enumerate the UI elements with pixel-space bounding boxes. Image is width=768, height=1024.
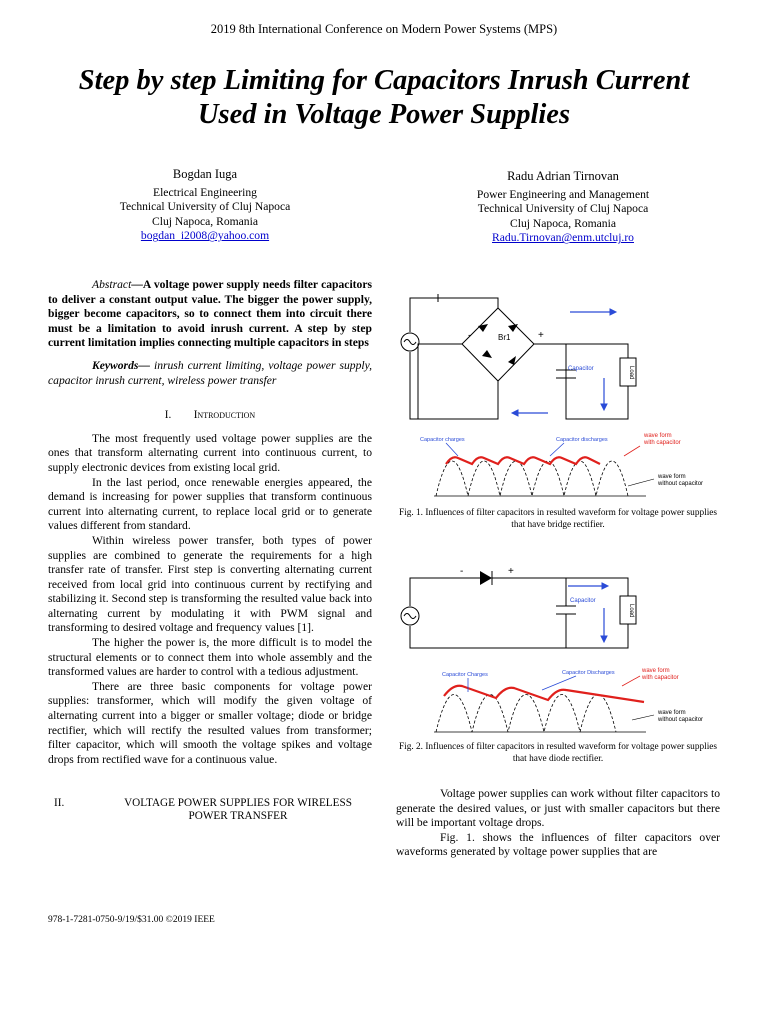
- fig2-capacitor-label: Capacitor: [570, 598, 596, 604]
- fig2-load-label: Load: [628, 604, 634, 618]
- author-2-city: Cluj Napoca, Romania: [510, 216, 616, 230]
- author-1-univ: Technical University of Cluj Napoca: [119, 200, 291, 214]
- right-paragraph-1: Voltage power supplies can work without filter capacitors to generate the desired values, or just with smaller capacitors but there will be important voltage drops.: [396, 787, 720, 830]
- fig1-discharges-label: Capacitor discharges: [556, 437, 608, 443]
- section-1-title: Introduction: [193, 409, 256, 422]
- section-2-heading: [48, 797, 372, 823]
- figure-1-caption: Fig. 1. Influences of filter capacitors in resulted waveform for voltage power supplies that have bridge rectifier.: [398, 508, 718, 530]
- fig1-bridge-label: Br1: [498, 333, 511, 342]
- intro-paragraph-3: Within wireless power transfer, both types of power supplies are combined to generate the requirements for a high transfer rate of transfer. First step is converting alternating current received from local grid into continuous current by rectifying and stabilizing it. Second step is transforming the resulted value back into alternating current by modulating it with PWM signal and transforming to desired voltage and frequency values [1].: [48, 533, 372, 635]
- keywords-label: Keywords—: [92, 358, 150, 372]
- figure-2-diagram: [396, 560, 720, 736]
- right-column-text: [396, 787, 720, 860]
- fig1-with-cap-label-2: with capacitor: [644, 440, 681, 446]
- keywords: [48, 359, 372, 388]
- fig1-with-cap-label-1: wave form: [644, 433, 672, 439]
- section-2-number: II.: [54, 797, 65, 810]
- fig1-plus: +: [538, 330, 544, 341]
- fig2-without-cap-label-1: wave form: [658, 710, 686, 716]
- fig2-minus: -: [460, 566, 464, 577]
- author-1-city: Cluj Napoca, Romania: [152, 214, 258, 228]
- fig1-without-cap-label-1: wave form: [658, 474, 686, 480]
- fig1-without-cap-label-2: without capacitor: [658, 481, 704, 487]
- conference-header: 2019 8th International Conference on Modern Power Systems (MPS): [210, 22, 558, 36]
- right-paragraph-2: Fig. 1. shows the influences of filter capacitors over waveforms generated by voltage power supplies that are: [396, 830, 720, 859]
- abstract-text: A voltage power supply needs filter capacitors to deliver a constant output value. The bigger the power supply, bigger become capacitors, so to connect them into circuit there must be a limitation to avoid inrush current. A step by step current limitation implies connecting multiple capacitors in steps: [48, 278, 372, 350]
- fig2-plus: +: [508, 566, 514, 577]
- fig2-with-cap-label-1: wave form: [642, 668, 670, 674]
- intro-paragraph-4: The higher the power is, the more difficult is to model the structural elements or to connect them into whole assembly and the transformed values are harder to control with a tedious adjustment.: [48, 636, 372, 679]
- title-line-1: Step by step Limiting for Capacitors Inrush Current: [78, 65, 690, 96]
- keywords-text: inrush current limiting, voltage power supply, capacitor inrush current, wireless power transfer: [48, 358, 372, 387]
- author-1-dept: Electrical Engineering: [153, 185, 257, 199]
- intro-paragraph-1: The most frequently used voltage power supplies are the ones that transform alternating current into continuous current, to supply electronic devices from existing local grid.: [48, 431, 372, 474]
- author-2-name: Radu Adrian Tirnovan: [507, 169, 619, 183]
- author-1-name: Bogdan Iuga: [172, 167, 238, 181]
- author-2-email-link[interactable]: Radu.Tirnovan@enm.utcluj.ro: [492, 231, 634, 245]
- figure-2-caption: Fig. 2. Influences of filter capacitors in resulted waveform for voltage power supplies that have diode rectifier.: [398, 742, 718, 764]
- title-line-2: Used in Voltage Power Supplies: [197, 99, 571, 130]
- author-2-dept: Power Engineering and Management: [476, 187, 650, 201]
- fig1-charges-label: Capacitor charges: [420, 437, 465, 443]
- author-2-block: [445, 169, 681, 246]
- abstract: Abstract—A voltage power supply needs filter capacitors to deliver a constant output value. The bigger the power supply, bigger become capacitors, so to connect them into circuit there must be a limitation to avoid inrush current. A step by step current limitation implies connecting multiple capacitors in steps: [48, 278, 372, 350]
- figure-1: [396, 286, 720, 504]
- left-column: [48, 278, 372, 823]
- fig2-with-cap-label-2: with capacitor: [642, 675, 679, 681]
- author-2-univ: Technical University of Cluj Napoca: [477, 202, 649, 216]
- section-2-title: VOLTAGE POWER SUPPLIES FOR WIRELESS POWER TRANSFER: [124, 797, 352, 823]
- fig2-charges-label: Capacitor Charges: [442, 672, 488, 678]
- fig2-discharges-label: Capacitor Discharges: [562, 670, 615, 676]
- section-1-heading: [48, 408, 372, 423]
- copyright-footer: 978-1-7281-0750-9/19/$31.00 ©2019 IEEE: [48, 915, 215, 925]
- paper-title: [30, 64, 738, 132]
- fig1-capacitor-label: Capacitor: [568, 366, 594, 372]
- figure-2: [396, 560, 720, 736]
- author-1-block: [90, 167, 320, 244]
- intro-paragraph-2: In the last period, once renewable energies appeared, the demand is increasing for power supplies that transform continuous current into alternating current, to replace local grid or to generate values different from standard.: [48, 475, 372, 533]
- fig1-load-label: Load: [628, 366, 634, 380]
- abstract-label: Abstract: [92, 278, 132, 291]
- section-1-number: I.: [164, 409, 172, 422]
- fig2-without-cap-label-2: without capacitor: [658, 717, 704, 723]
- author-1-email-link[interactable]: bogdan_i2008@yahoo.com: [140, 229, 270, 243]
- figure-1-diagram: [396, 286, 720, 504]
- fig1-minus: -: [468, 330, 471, 340]
- intro-paragraph-5: There are three basic components for voltage power supplies: transformer, which will modify the given voltage of alternating current into a bigger or smaller voltage; diode or bridge rectifier, which will rectify the resulted values from transformer; filter capacitor, which will smooth the voltage spikes and voltage drops from rectified wave for a continuous value.: [48, 679, 372, 766]
